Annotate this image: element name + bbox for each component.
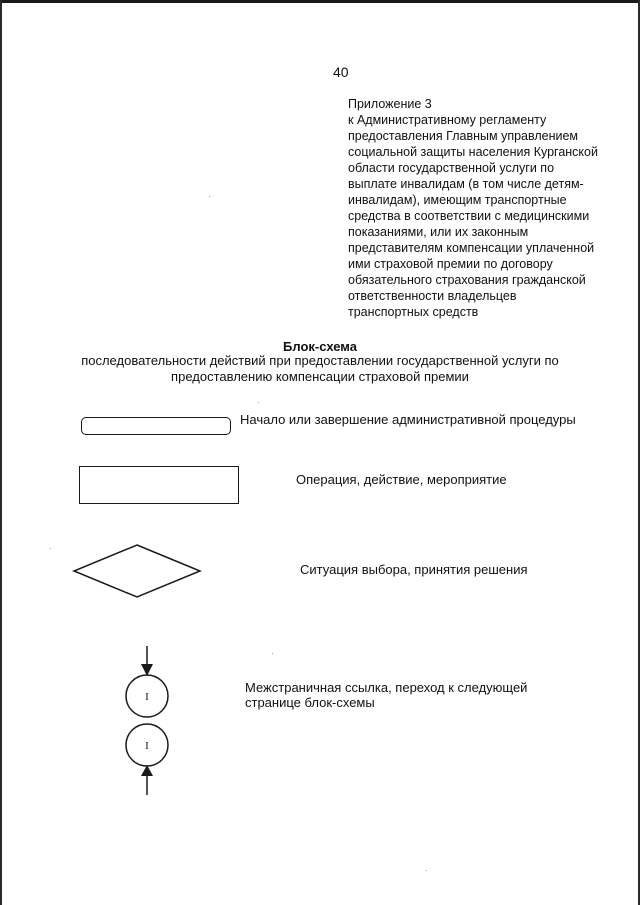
connector-in-arrowhead [141, 664, 153, 676]
scan-speck [50, 548, 51, 549]
appendix-line: Приложение 3 [348, 97, 432, 111]
scan-speck [426, 870, 427, 871]
appendix-line: социальной защиты населения Курганской [348, 145, 598, 159]
legend-connector-label-line2: странице блок-схемы [245, 695, 375, 710]
connector-symbol-top: I [145, 691, 149, 703]
scan-speck [258, 402, 259, 403]
appendix-line: транспортных средств [348, 305, 479, 319]
appendix-line: ими страховой премии по договору [348, 257, 553, 271]
scheme-subtitle-line: предоставлению компенсации страховой премии [171, 369, 469, 384]
scan-speck [272, 653, 273, 654]
decision-shape [74, 545, 200, 597]
page-number: 40 [333, 64, 349, 80]
appendix-line: обязательного страхования гражданской [348, 273, 586, 287]
appendix-line: к Административному регламенту [348, 113, 547, 127]
legend-connector-label-line1: Межстраничная ссылка, переход к следующей [245, 680, 528, 695]
scheme-title: Блок-схема [283, 339, 357, 354]
appendix-line: инвалидам), имеющим транспортные [348, 193, 567, 207]
legend-process-label: Операция, действие, мероприятие [296, 472, 507, 487]
connector-symbol-bottom: I [145, 740, 149, 752]
appendix-line: представителям компенсации уплаченной [348, 241, 595, 255]
appendix-line: ответственности владельцев [348, 289, 517, 303]
connector-out-arrowhead [141, 765, 153, 776]
legend-decision-label: Ситуация выбора, принятия решения [300, 562, 528, 577]
scheme-subtitle-line: последовательности действий при предоставлении государственной услуги по [81, 353, 559, 368]
appendix-line: показаниями, или их законным [348, 225, 529, 239]
scan-speck [209, 196, 210, 197]
appendix-line: выплате инвалидам (в том числе детям- [348, 177, 584, 191]
appendix-line: средства в соответствии с медицинскими [348, 209, 590, 223]
appendix-line: предоставления Главным управлением [348, 129, 579, 143]
appendix-line: области государственной услуги по [348, 161, 555, 175]
legend-terminator-label: Начало или завершение административной процедуры [240, 412, 576, 427]
